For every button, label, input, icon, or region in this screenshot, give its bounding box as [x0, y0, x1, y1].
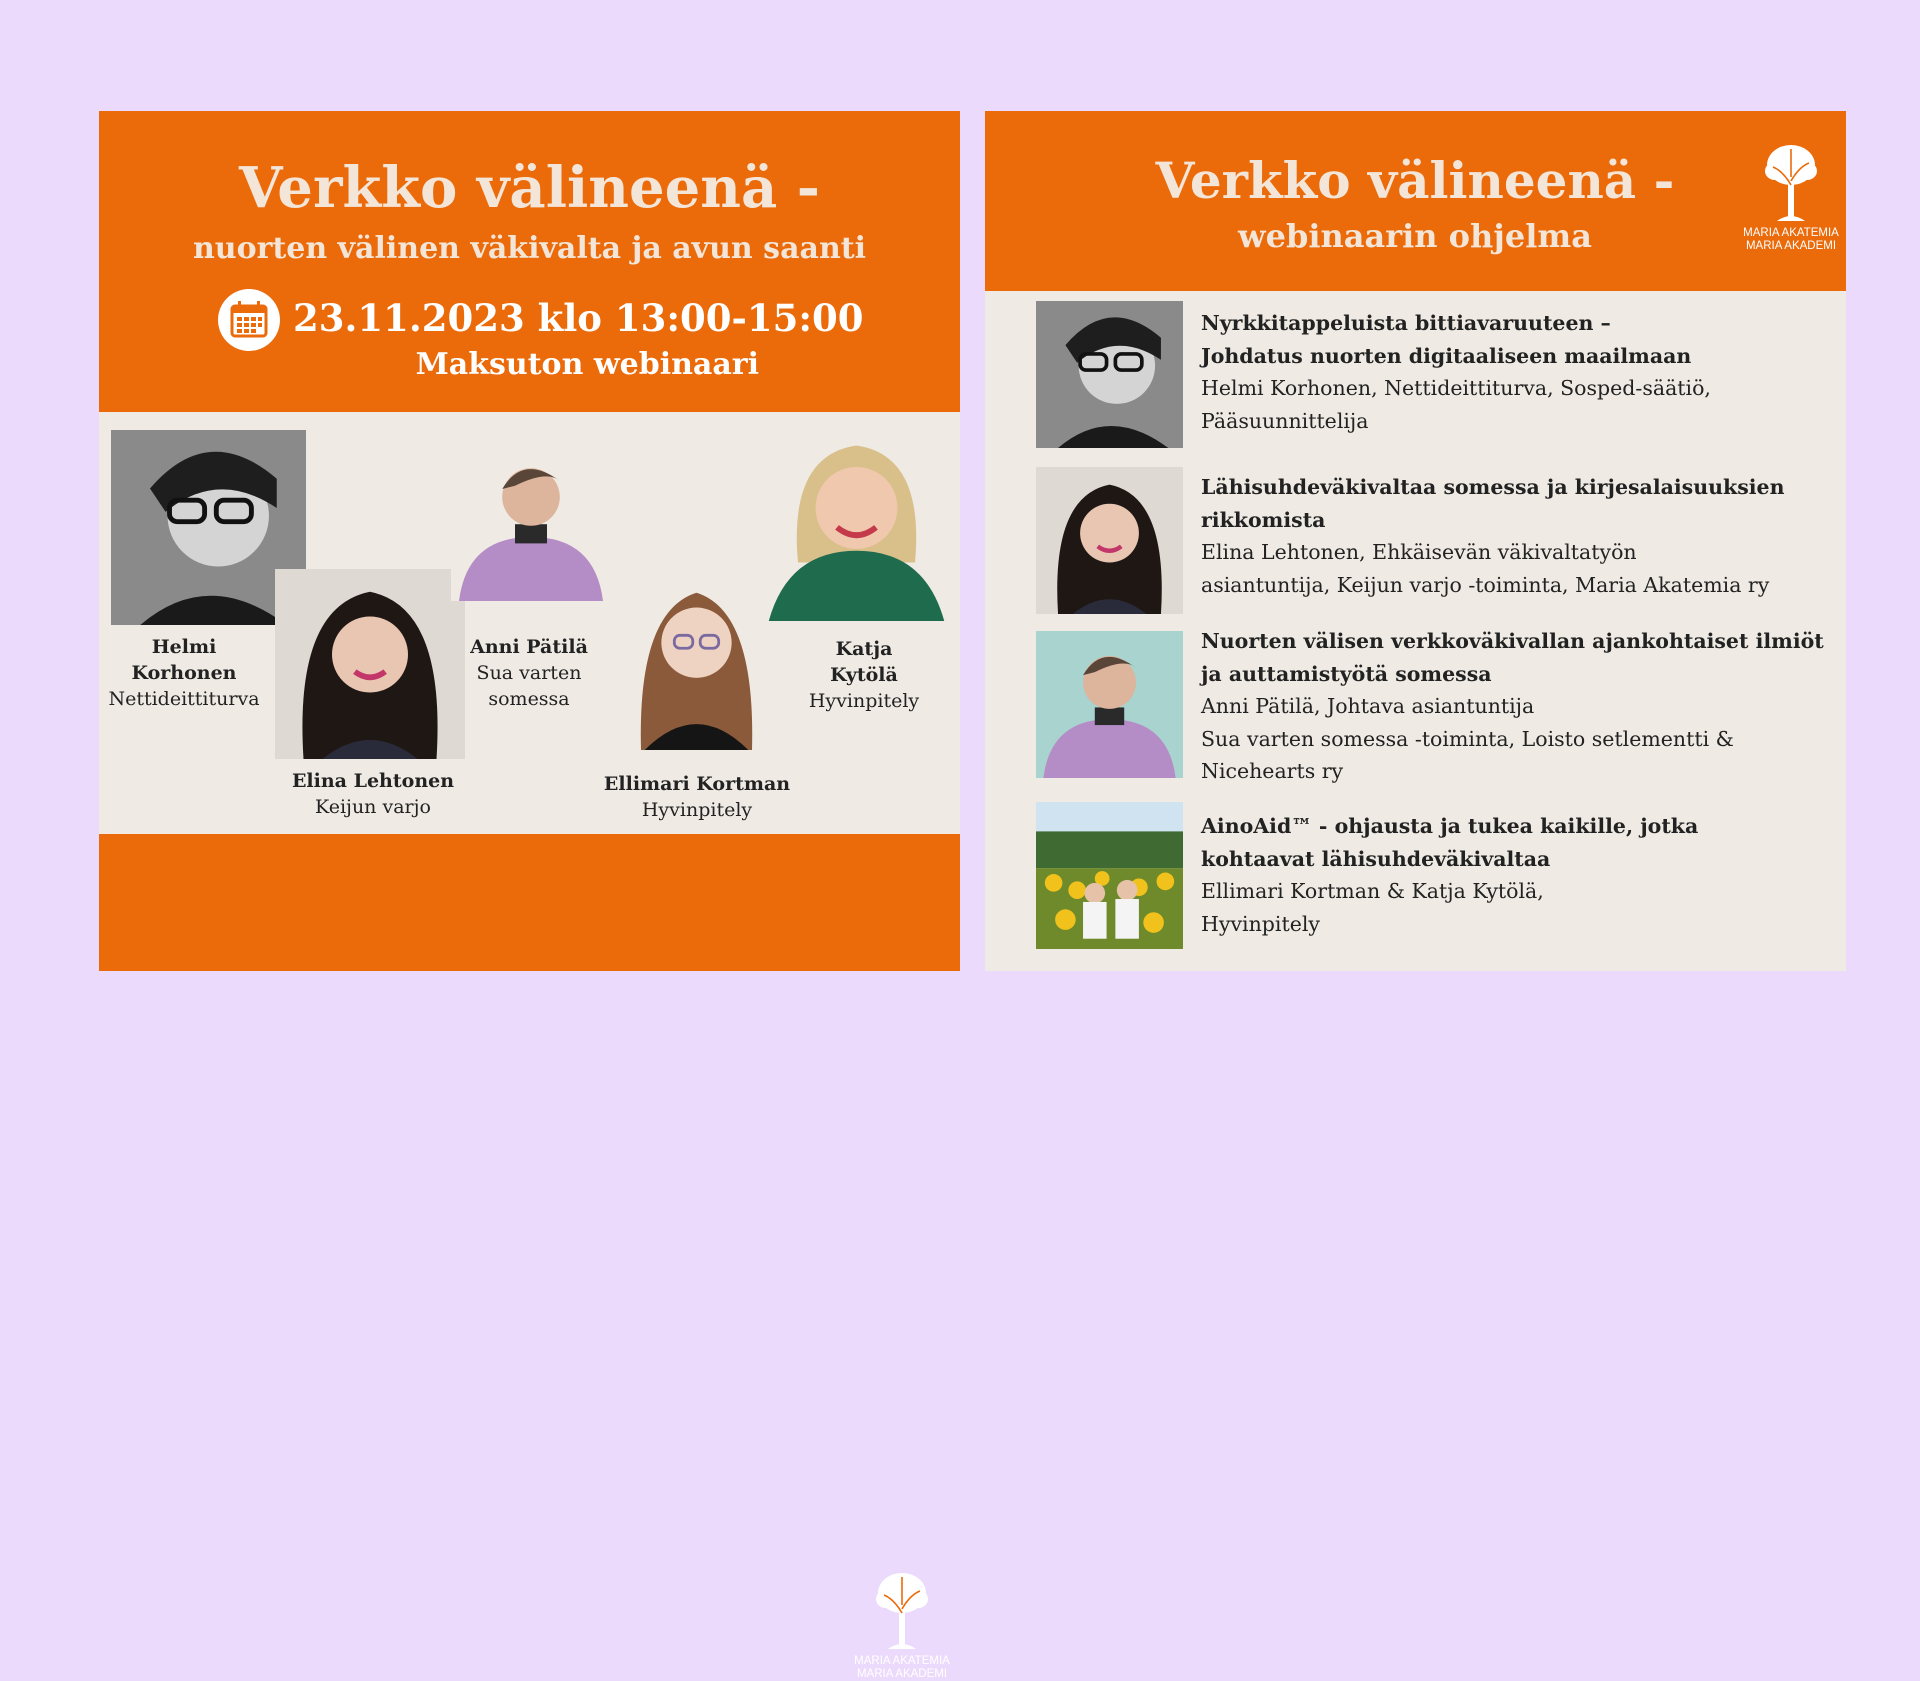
program-item-title: AinoAid™ - ohjausta ja tukea kaikille, jotka kohtaavat lähisuhdeväkivaltaa — [1201, 814, 1699, 871]
tree-icon — [1761, 141, 1821, 227]
speaker-org: Sua varten somessa — [476, 662, 582, 710]
event-date: 23.11.2023 klo 13:00-15:00 — [293, 296, 864, 340]
logo-text: MARIA AKADEMI — [1745, 240, 1837, 252]
tree-icon — [872, 1569, 932, 1655]
program-item-title: Lähisuhdeväkivaltaa somessa ja kirjesalaisuuksien rikkomista — [1201, 475, 1785, 532]
free-webinar-label: Maksuton webinaari — [415, 347, 759, 382]
speaker-name: Katja Kytölä — [830, 638, 898, 686]
speaker-ellimari — [587, 771, 807, 823]
program-photo-sunflowers — [1036, 802, 1183, 949]
poster-title: Verkko välineenä - — [239, 155, 820, 221]
speaker-org: Keijun varjo — [315, 796, 431, 818]
logo-text: MARIA AKADEMI — [856, 1668, 948, 1680]
speaker-katja — [774, 636, 954, 714]
program-item — [1201, 625, 1831, 788]
speaker-org: Hyvinpitely — [641, 799, 753, 821]
speaker-helmi — [94, 634, 274, 712]
program-header — [985, 111, 1846, 291]
calendar-icon — [218, 289, 280, 351]
program-poster — [985, 111, 1846, 971]
speaker-photo-anni — [451, 441, 611, 601]
speaker-photo-elina — [275, 569, 465, 759]
speaker-name: Ellimari Kortman — [603, 773, 791, 795]
program-item — [1201, 307, 1831, 437]
speaker-name: Anni Pätilä — [470, 636, 588, 658]
speaker-org: Hyvinpitely — [808, 690, 920, 712]
logo-text: MARIA AKATEMIA — [854, 1655, 950, 1667]
program-photo-anni — [1036, 631, 1183, 778]
program-item-details: Ellimari Kortman & Katja Kytölä, Hyvinpitely — [1201, 879, 1544, 936]
program-item — [1201, 471, 1831, 601]
logo-text: MARIA AKATEMIA — [1743, 227, 1839, 239]
poster-subtitle: nuorten välinen väkivalta ja avun saanti — [192, 231, 867, 266]
program-item-details: Elina Lehtonen, Ehkäisevän väkivaltatyön asiantuntija, Keijun varjo -toiminta, Maria Akatemia ry — [1201, 540, 1770, 597]
program-photo-helmi — [1036, 301, 1183, 448]
program-item-details: Anni Pätilä, Johtava asiantuntija Sua varten somessa -toiminta, Loisto setlementti & Nicehearts ry — [1201, 694, 1734, 783]
event-poster — [99, 111, 960, 1680]
poster-footer — [99, 834, 960, 1680]
program-item-details: Helmi Korhonen, Nettideittiturva, Sosped-säätiö, Pääsuunnittelija — [1201, 376, 1711, 433]
program-item — [1201, 810, 1831, 940]
speaker-org: Nettideittiturva — [108, 688, 260, 710]
speaker-anni — [444, 634, 614, 712]
program-title: Verkko välineenä - — [1155, 151, 1675, 210]
speaker-photo-katja — [759, 426, 954, 621]
maria-akatemia-logo — [852, 1569, 952, 1681]
maria-akatemia-logo — [1741, 141, 1841, 253]
poster-header — [99, 111, 960, 412]
speaker-elina — [273, 768, 473, 820]
program-subtitle: webinaarin ohjelma — [1238, 217, 1592, 255]
program-item-title: Nuorten välisen verkkoväkivallan ajankohtaiset ilmiöt ja auttamistyötä somessa — [1201, 629, 1824, 686]
program-item-title: Nyrkkitappeluista bittiavaruuteen – Johdatus nuorten digitaaliseen maailmaan — [1201, 311, 1692, 368]
speaker-name: Helmi Korhonen — [131, 636, 237, 684]
program-photo-elina — [1036, 467, 1183, 614]
speaker-name: Elina Lehtonen — [291, 770, 455, 792]
